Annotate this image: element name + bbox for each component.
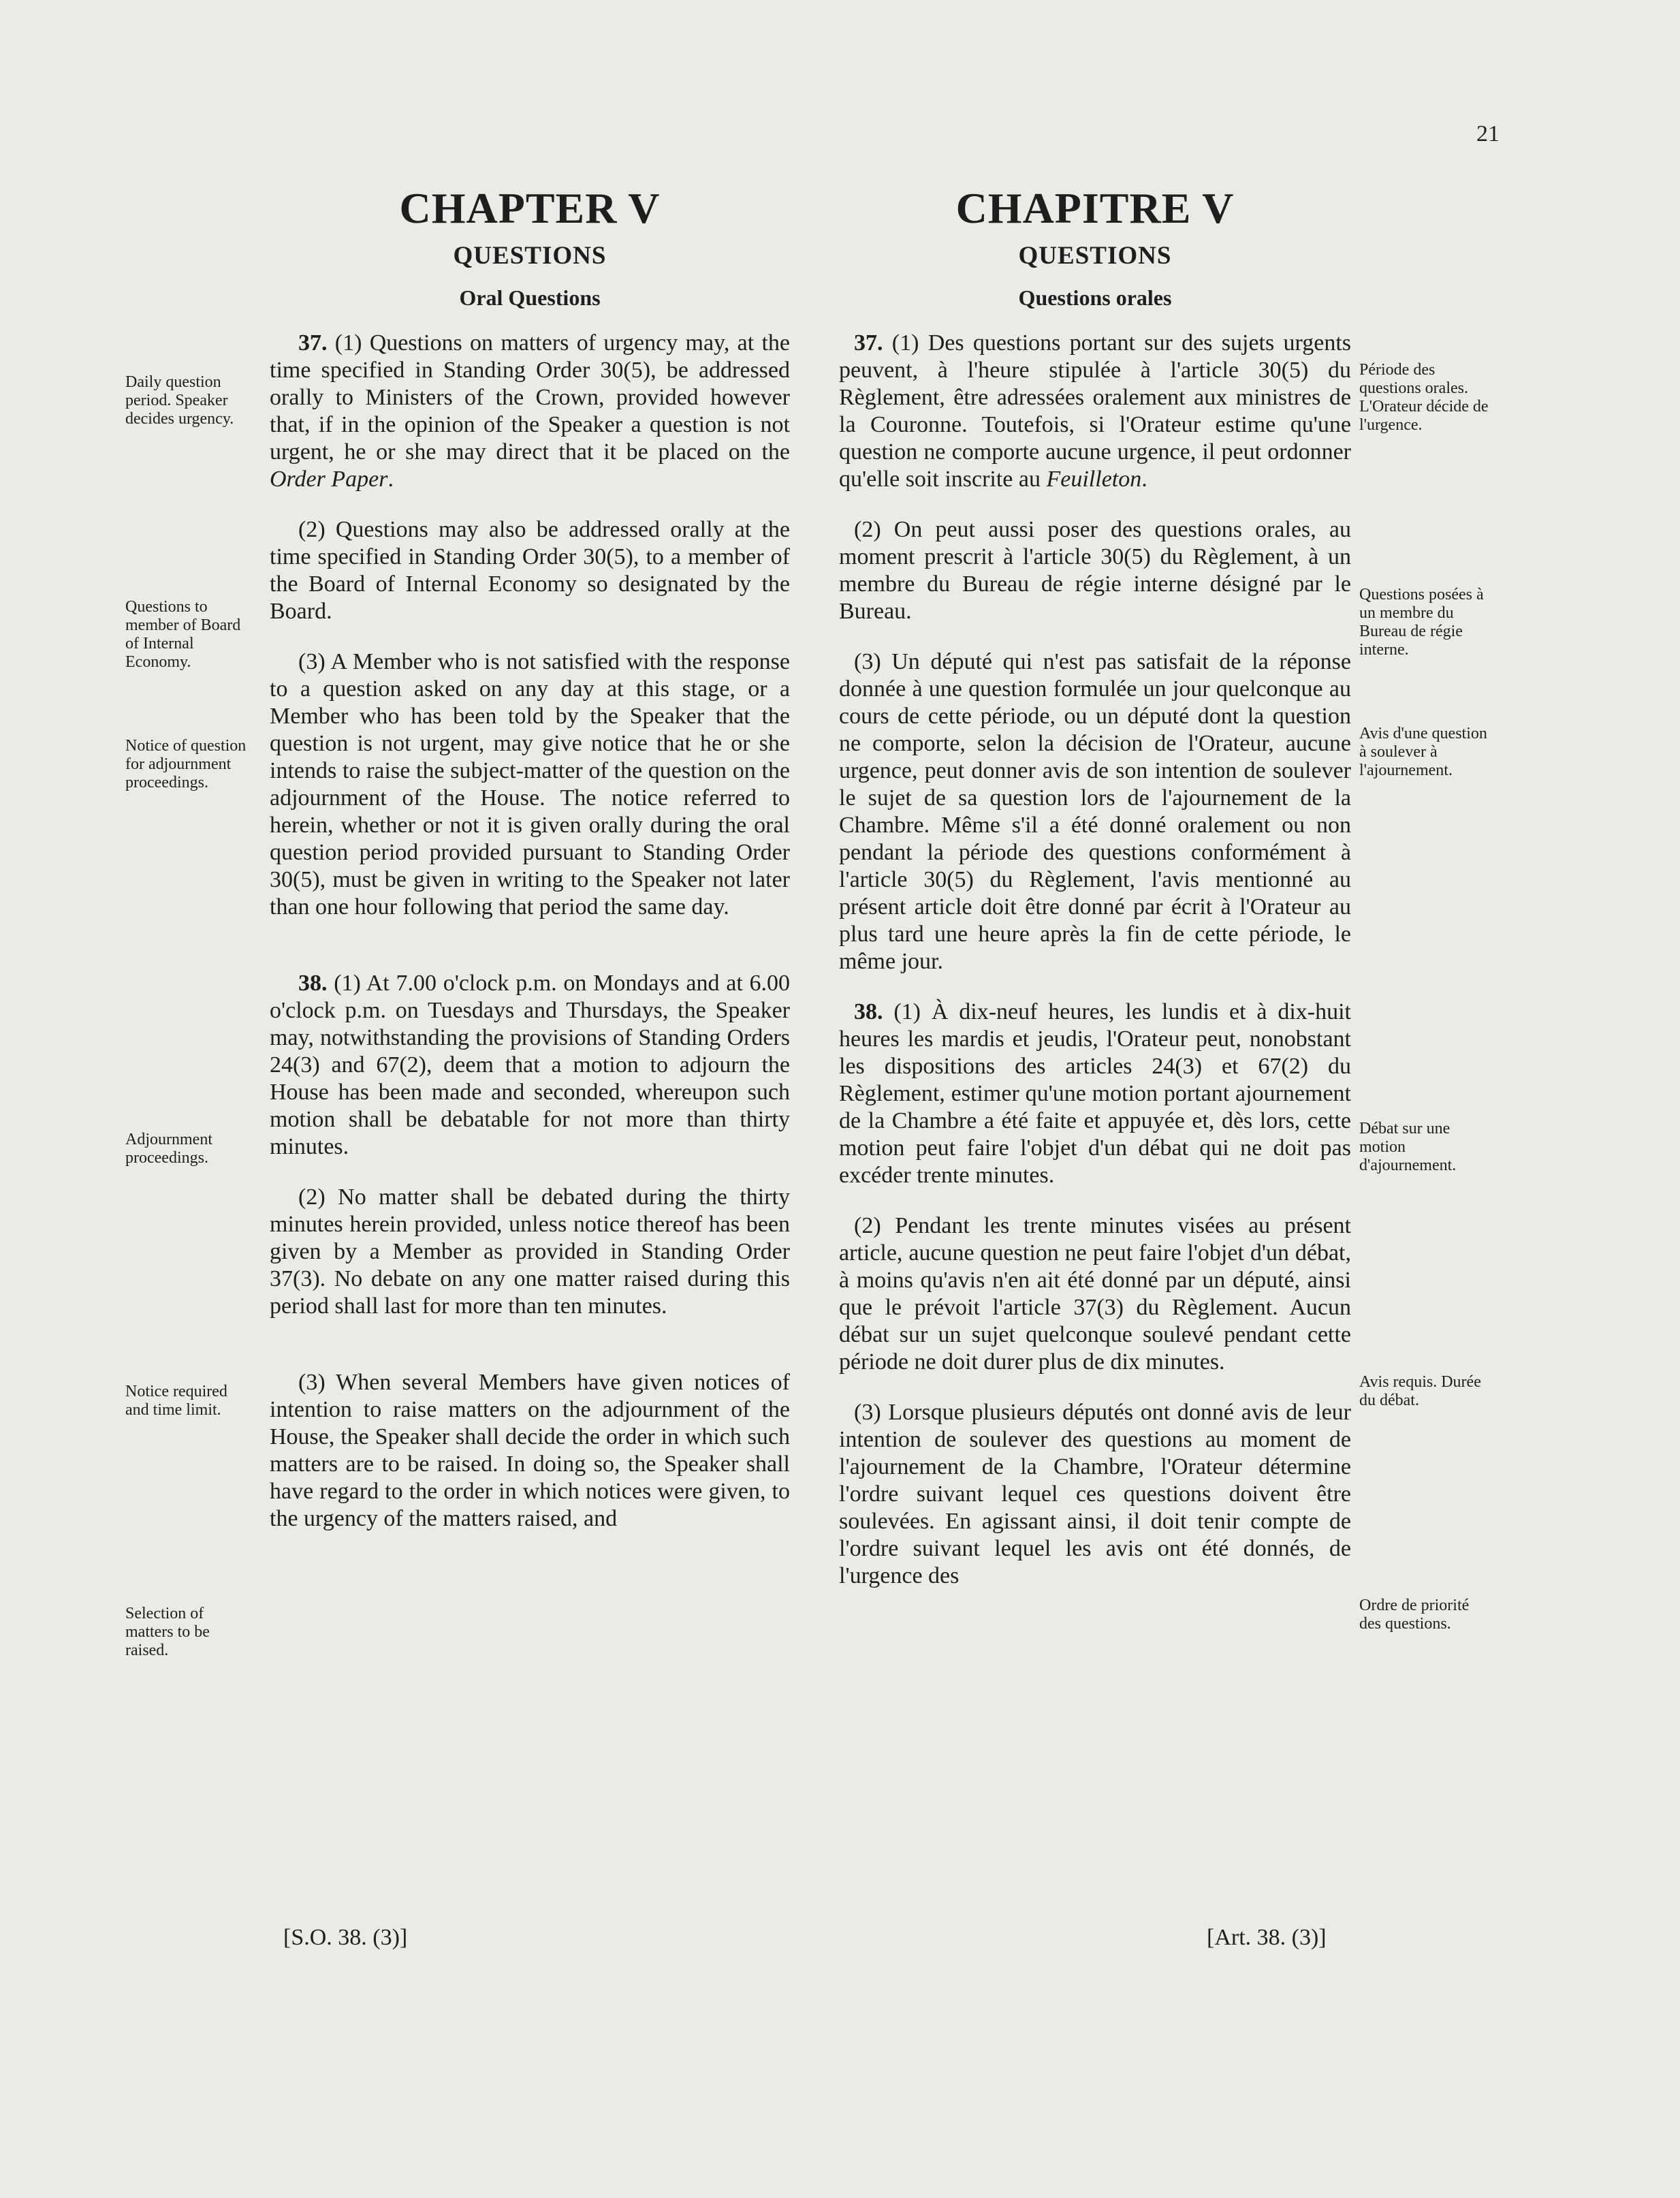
paragraph-37-1-fr: 37. (1) Des questions portant sur des sujets urgents peuvent, à l'heure stipulée à l'article 30(5) du Règlement, être adressées oralement aux ministres de la Couronne. Toutefois, si l'Orateur estime qu'une question ne comporte aucune urgence, il peut ordonner qu'elle soit inscrite au Feuilleton.	[839, 330, 1351, 492]
margin-note-en: Adjournment proceedings.	[125, 1131, 212, 1167]
paragraph-38-3-fr: (3) Lorsque plusieurs députés ont donné avis de leur intention de soulever des questions au moment de l'ajournement de la Chambre, l'Orateur détermine l'ordre suivant lequel ces questions doivent être soulevées. En agissant ainsi, il doit tenir compte de l'ordre suivant lequel les avis ont été donnés, de l'urgence des	[839, 1400, 1351, 1588]
margin-note-en: Daily question period. Speaker decides urgency.	[125, 373, 234, 428]
page-number: 21	[1476, 121, 1500, 146]
section-title-fr: QUESTIONS	[1018, 242, 1172, 270]
paragraph-38-1-fr: 38. (1) À dix-neuf heures, les lundis et à dix-huit heures les mardis et jeudis, l'Orateur peut, nonobstant les dispositions des articles 24(3) et 67(2) du Règlement, estimer qu'une motion portant ajournement de la Chambre a été faite et appuyée et, dès lors, cette motion peut faire l'objet d'un débat qui ne doit pas excéder trente minutes.	[839, 999, 1351, 1188]
paragraph-38-3-en: (3) When several Members have given notices of intention to raise matters on the adjournment of the House, the Speaker shall decide the order in which such matters are to be raised. In doing so, the Speaker shall have regard to the order in which notices were given, to the urgency of the matters raised, and	[270, 1370, 790, 1531]
margin-note-fr: Ordre de priorité des questions.	[1359, 1597, 1470, 1633]
footer-reference-fr: [Art. 38. (3)]	[1207, 1925, 1327, 1950]
margin-note-en: Questions to member of Board of Internal Economy.	[125, 598, 241, 671]
subsection-title-en: Oral Questions	[459, 285, 601, 310]
english-column	[270, 183, 790, 1533]
paragraph-37-2-en: (2) Questions may also be addressed orally at the time specified in Standing Order 30(5), to a member of the Board of Internal Economy so designated by the Board.	[270, 517, 790, 624]
footer-reference-en: [S.O. 38. (3)]	[283, 1925, 408, 1950]
margin-note-fr: Questions posées à un membre du Bureau de régie interne.	[1359, 586, 1484, 659]
paragraph-37-1-en: 37. (1) Questions on matters of urgency may, at the time specified in Standing Order 30(5), be addressed orally to Ministers of the Crown, provided however that, if in the opinion of the Speaker a question is not urgent, he or she may direct that it be placed on the Order Paper.	[270, 330, 790, 492]
chapter-title-fr: CHAPITRE V	[955, 184, 1235, 232]
paragraph-37-3-en: (3) A Member who is not satisfied with the response to a question asked on any day at this stage, or a Member who has been told by the Speaker that the question is not urgent, may give notice that he or she intends to raise the subject-matter of the question on the adjournment of the House. The notice referred to herein, whether or not it is given orally during the oral question period provided pursuant to Standing Order 30(5), must be given in writing to the Speaker not later than one hour following that period the same day.	[270, 649, 790, 920]
paragraph-37-2-fr: (2) On peut aussi poser des questions orales, au moment prescrit à l'article 30(5) du Règlement, à un membre du Bureau de régie interne désigné par le Bureau.	[839, 517, 1351, 624]
french-column	[839, 183, 1351, 1590]
paragraph-38-2-en: (2) No matter shall be debated during the thirty minutes herein provided, unless notice thereof has been given by a Member as provided in Standing Order 37(3). No debate on any one matter raised during this period shall last for more than ten minutes.	[270, 1184, 790, 1319]
chapter-title-en: CHAPTER V	[399, 184, 661, 232]
paragraph-38-2-fr: (2) Pendant les trente minutes visées au présent article, aucune question ne peut faire l'objet d'un débat, à moins qu'avis n'en ait été donné par un député, ainsi que le prévoit l'article 37(3) du Règlement. Aucun débat sur un sujet quelconque soulevé pendant cette période ne doit durer plus de dix minutes.	[839, 1213, 1351, 1375]
margin-note-en: Selection of matters to be raised.	[125, 1605, 210, 1659]
paragraph-37-3-fr: (3) Un député qui n'est pas satisfait de la réponse donnée à une question formulée un jour quelconque au cours de cette période, ou un député dont la question ne comporte, selon la décision de l'Orateur, aucune urgence, peut donner avis de son intention de soulever le sujet de sa question lors de l'ajournement de la Chambre. Même s'il a été donné oralement ou non pendant la période des questions conformément à l'article 30(5) du Règlement, l'avis mentionné au présent article doit être donné par écrit à l'Orateur au plus tard une heure après la fin de cette période, le même jour.	[839, 649, 1351, 974]
margin-note-en: Notice required and time limit.	[125, 1383, 227, 1419]
paragraph-38-1-en: 38. (1) At 7.00 o'clock p.m. on Mondays and at 6.00 o'clock p.m. on Tuesdays and Thursdays, the Speaker may, notwithstanding the provisions of Standing Orders 24(3) and 67(2), deem that a motion to adjourn the House has been made and seconded, whereupon such motion shall be debatable for not more than thirty minutes.	[270, 971, 790, 1159]
subsection-title-fr: Questions orales	[1018, 285, 1172, 310]
section-title-en: QUESTIONS	[453, 242, 607, 270]
margin-note-fr: Avis d'une question à soulever à l'ajournement.	[1359, 725, 1487, 779]
margin-note-fr: Débat sur une motion d'ajournement.	[1359, 1120, 1457, 1174]
margin-note-en: Notice of question for adjournment proceedings.	[125, 737, 247, 791]
margin-note-fr: Avis requis. Durée du débat.	[1359, 1373, 1481, 1409]
margin-note-fr: Période des questions orales. L'Orateur décide de l'urgence.	[1359, 361, 1489, 434]
